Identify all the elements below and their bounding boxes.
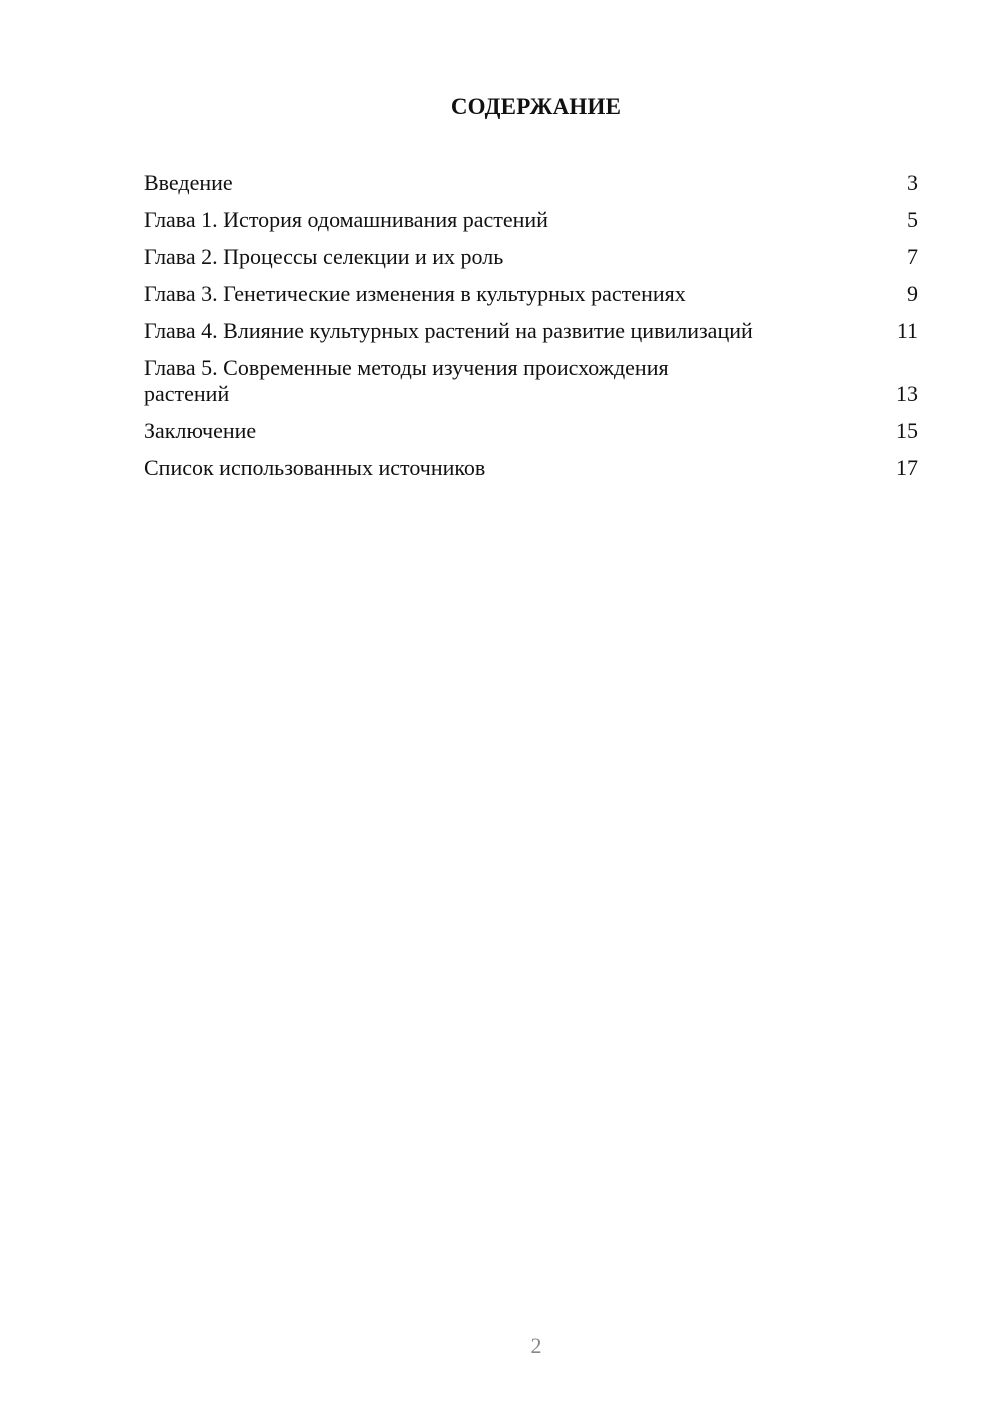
toc-entry-chapter-1 xyxy=(144,207,918,233)
toc-entry-conclusion xyxy=(144,418,918,444)
toc-entry-label: Глава 5. Современные методы изучения происхождения растений xyxy=(144,355,669,406)
toc-entry-page: 5 xyxy=(907,207,918,232)
toc-entry-chapter-2 xyxy=(144,244,918,270)
toc-entry-introduction xyxy=(144,170,918,196)
page-number: 2 xyxy=(530,1333,542,1358)
table-of-contents xyxy=(144,170,918,492)
toc-entry-label: Введение xyxy=(144,170,233,195)
toc-entry-label: Глава 2. Процессы селекции и их роль xyxy=(144,244,504,269)
toc-entry-label: Заключение xyxy=(144,418,257,443)
toc-entry-chapter-5 xyxy=(144,355,918,407)
toc-entry-page: 3 xyxy=(907,170,918,195)
toc-entry-references xyxy=(144,455,918,481)
toc-entry-page: 15 xyxy=(896,418,918,443)
toc-entry-page: 13 xyxy=(896,381,918,406)
toc-entry-label: Глава 4. Влияние культурных растений на развитие цивилизаций xyxy=(144,318,753,343)
toc-entry-page: 11 xyxy=(896,318,918,343)
page-title: СОДЕРЖАНИЕ xyxy=(450,94,622,119)
toc-entry-label: Глава 3. Генетические изменения в культурных растениях xyxy=(144,281,686,306)
toc-entry-label: Список использованных источников xyxy=(144,455,486,480)
toc-entry-page: 7 xyxy=(907,244,918,269)
toc-entry-chapter-4 xyxy=(144,318,918,344)
toc-entry-chapter-3 xyxy=(144,281,918,307)
toc-entry-page: 9 xyxy=(907,281,918,306)
toc-entry-page: 17 xyxy=(896,455,918,480)
toc-entry-label: Глава 1. История одомашнивания растений xyxy=(144,207,548,232)
